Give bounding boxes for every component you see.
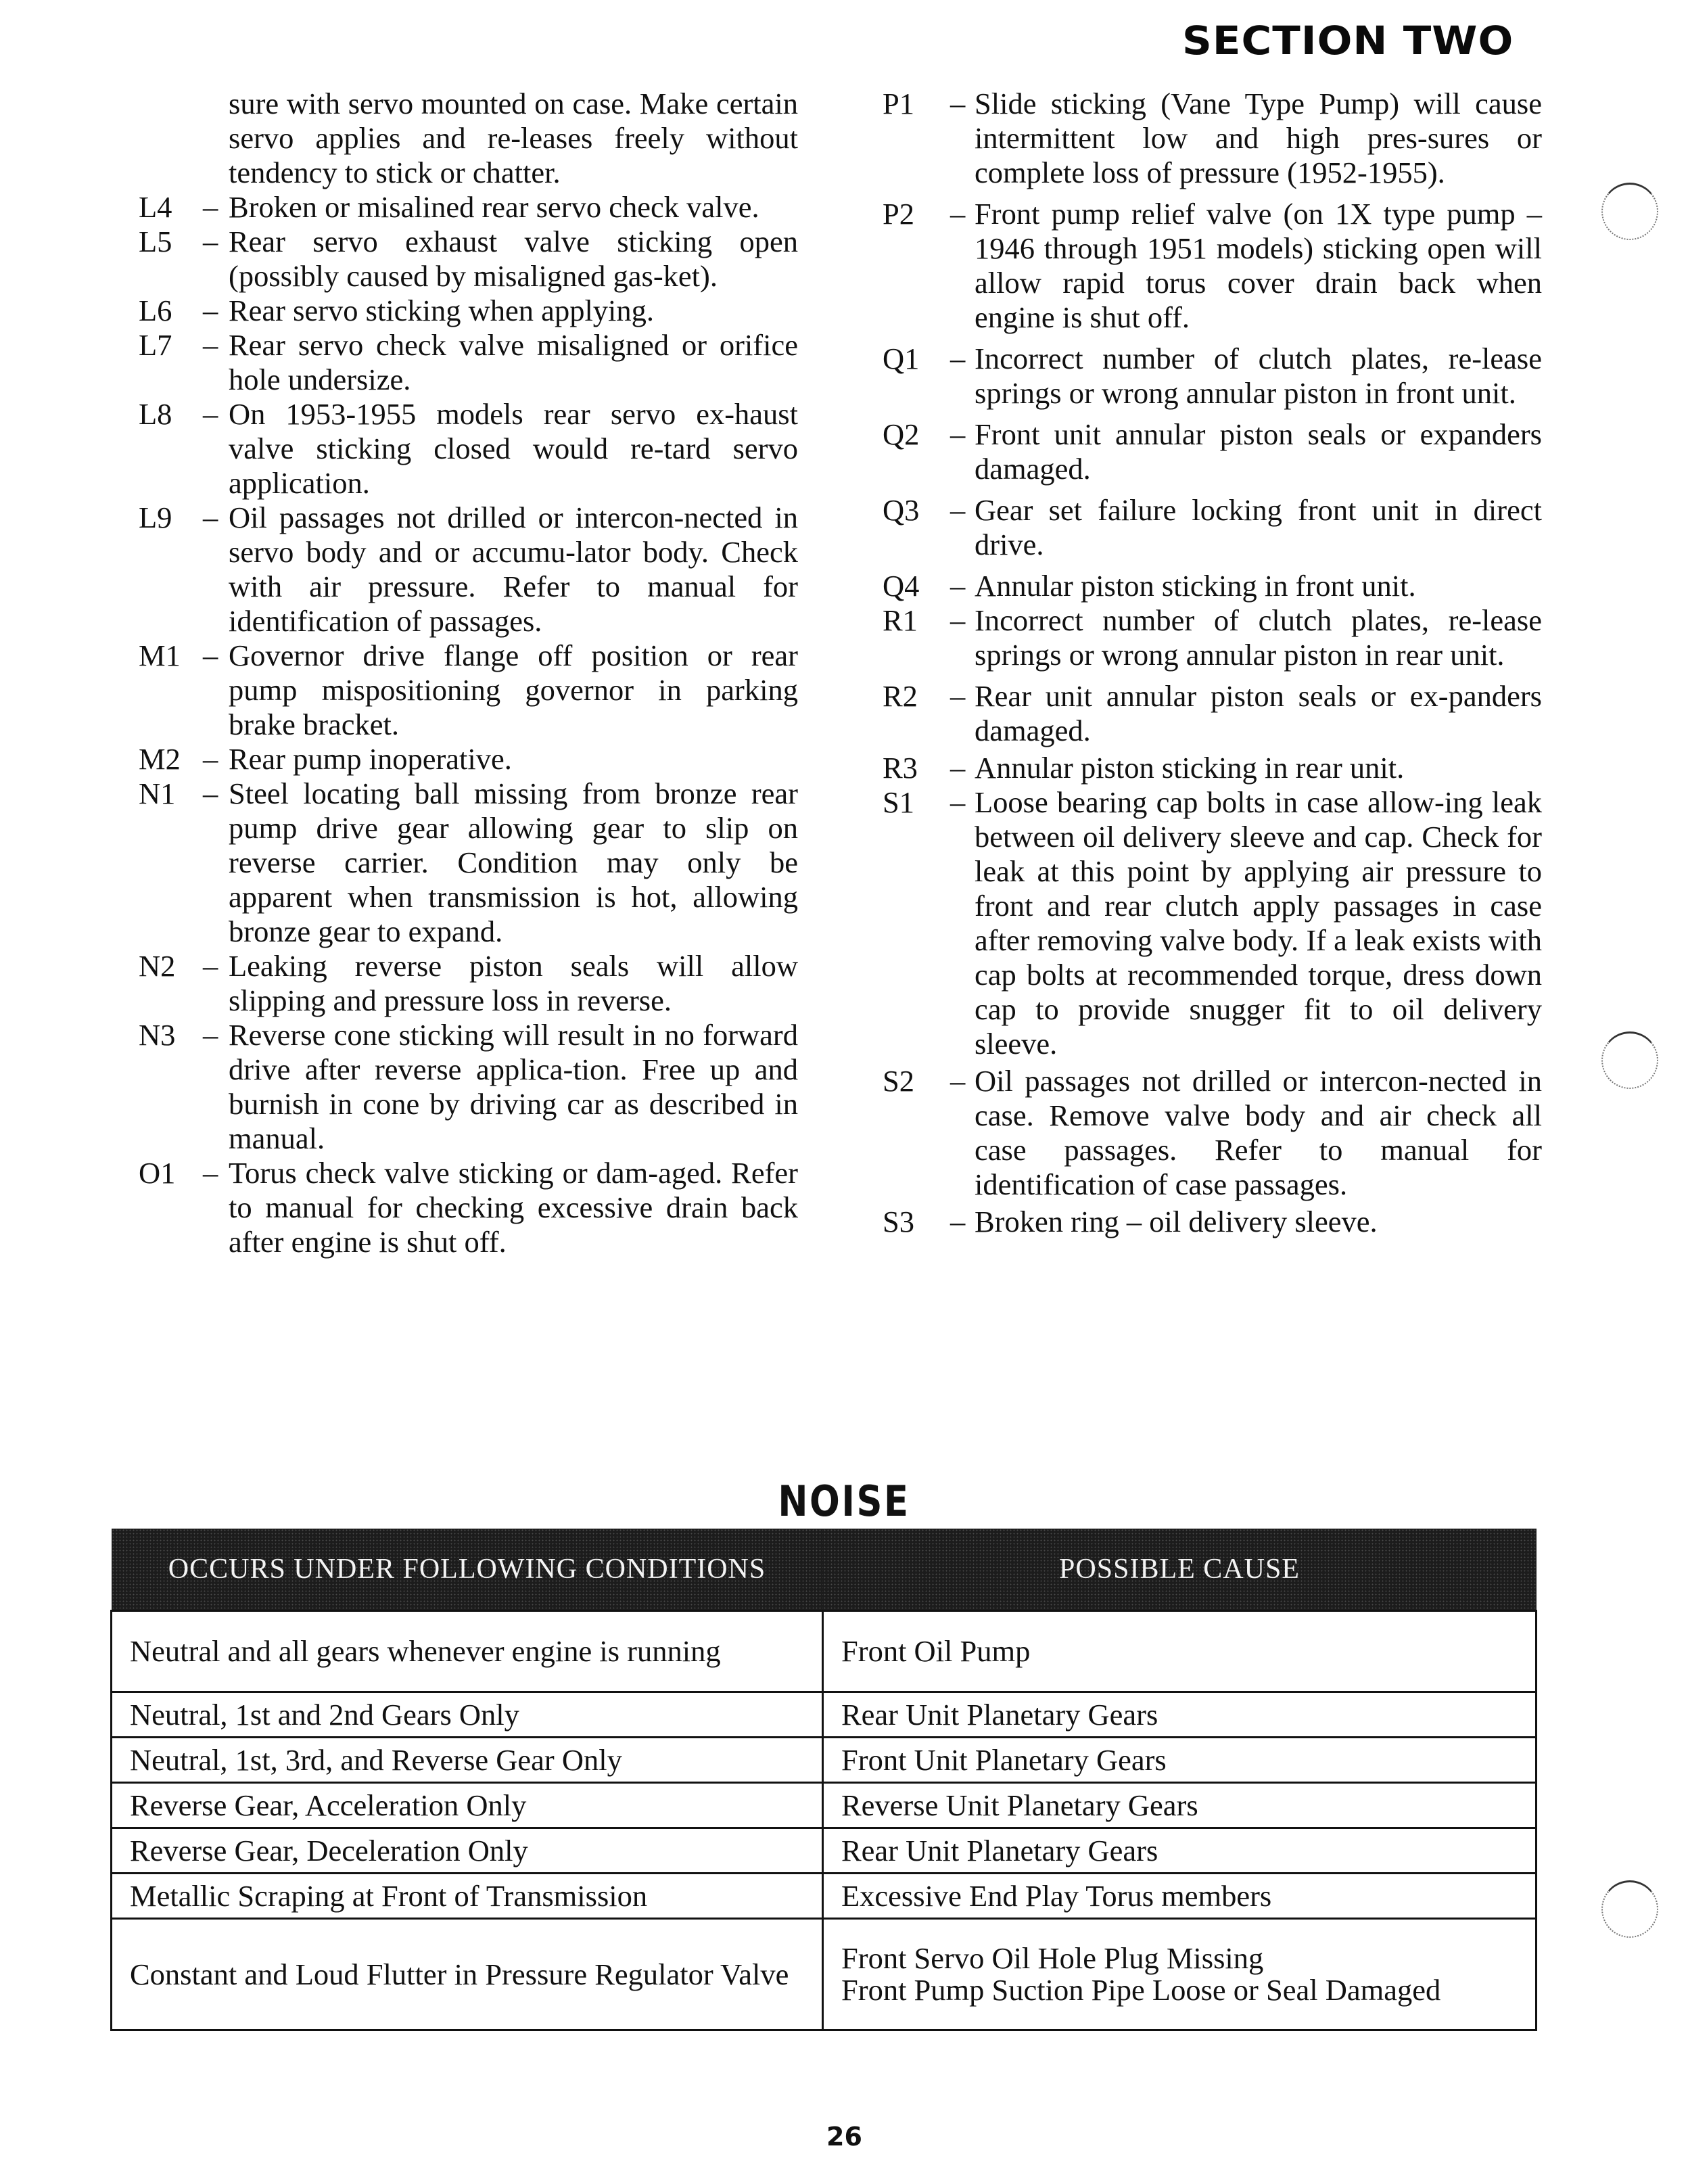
list-item [883, 417, 1542, 486]
entry-dash: – [203, 501, 218, 534]
entry-dash: – [203, 328, 218, 362]
entry-text: On 1953-1955 models rear servo ex-haust valve sticking closed would re-tard servo application. [229, 397, 798, 500]
entry-dash: – [203, 949, 218, 983]
entry-dash: – [950, 603, 966, 637]
table-row [112, 1692, 1537, 1738]
list-item [883, 342, 1542, 411]
entry-dash: – [203, 776, 218, 810]
entry-code: N1 [139, 776, 176, 810]
entry-code: R3 [883, 751, 918, 785]
list-item [883, 569, 1542, 603]
list-item [883, 1205, 1542, 1239]
list-item [883, 679, 1542, 748]
entry-code: L5 [139, 225, 172, 258]
entry-dash: – [950, 493, 966, 527]
condition-cell: Reverse Gear, Acceleration Only [112, 1783, 823, 1828]
entry-code: M1 [139, 638, 181, 672]
entry-code: L6 [139, 294, 172, 327]
entry-text: Rear servo check valve misaligned or orifice hole undersize. [229, 328, 798, 396]
entry-text: Incorrect number of clutch plates, re-lease springs or wrong annular piston in rear unit. [975, 603, 1542, 672]
cause-line: Front Pump Suction Pipe Loose or Seal Damaged [841, 1973, 1441, 2007]
table-row [112, 1611, 1537, 1692]
entry-dash: – [203, 638, 218, 672]
cause-cell [823, 1919, 1537, 2030]
entry-dash: – [203, 225, 218, 258]
entry-code: Q2 [883, 417, 920, 451]
list-item [139, 1156, 798, 1259]
entry-code: M2 [139, 742, 181, 776]
entry-text: Slide sticking (Vane Type Pump) will cause intermittent low and high pres-sures or complete loss of pressure (1952-1955). [975, 87, 1542, 189]
entry-code: O1 [139, 1156, 176, 1190]
list-item [139, 225, 798, 294]
entry-dash: – [203, 742, 218, 776]
list-item [139, 294, 798, 328]
list-item [139, 949, 798, 1018]
entry-text: Rear unit annular piston seals or ex-panders damaged. [975, 679, 1542, 747]
entry-dash: – [950, 1064, 966, 1098]
list-item [883, 87, 1542, 190]
column-header-cause: POSSIBLE CAUSE [823, 1529, 1537, 1611]
cause-cell: Excessive End Play Torus members [823, 1874, 1537, 1919]
right-column [883, 87, 1542, 1239]
entry-text: Oil passages not drilled or intercon-nected in case. Remove valve body and air check all case passages. Refer to manual for identification of case passages. [975, 1064, 1542, 1201]
list-item [883, 493, 1542, 562]
entry-code: Q3 [883, 493, 920, 527]
table-row [112, 1738, 1537, 1783]
entry-dash: – [203, 1156, 218, 1190]
cause-line: Front Servo Oil Hole Plug Missing [841, 1941, 1264, 1975]
entry-text: Rear servo exhaust valve sticking open (possibly caused by misaligned gas-ket). [229, 225, 798, 293]
list-item [139, 501, 798, 638]
entry-text: Rear pump inoperative. [229, 742, 512, 776]
table-row [112, 1874, 1537, 1919]
entry-code: R2 [883, 679, 918, 713]
entry-code: P1 [883, 87, 914, 120]
left-column [139, 87, 798, 1259]
list-item [883, 197, 1542, 335]
binder-hole-icon [1601, 1031, 1658, 1089]
cause-cell: Front Unit Planetary Gears [823, 1738, 1537, 1783]
list-item [139, 742, 798, 776]
entry-dash: – [950, 785, 966, 819]
table-row [112, 1783, 1537, 1828]
entry-dash: – [203, 294, 218, 327]
list-item [139, 190, 798, 225]
entry-code: N2 [139, 949, 176, 983]
list-item [883, 603, 1542, 672]
noise-section-title: NOISE [778, 1477, 910, 1526]
entry-text: Broken ring – oil delivery sleeve. [975, 1205, 1378, 1238]
entry-text: Annular piston sticking in front unit. [975, 569, 1416, 603]
table-header-row [112, 1529, 1537, 1611]
noise-table [110, 1529, 1537, 2031]
binder-hole-icon [1601, 183, 1658, 240]
entry-text: Torus check valve sticking or dam-aged. Refer to manual for checking excessive drain back after engine is shut off. [229, 1156, 798, 1259]
continued-paragraph: sure with servo mounted on case. Make certain servo applies and re-leases freely without tendency to stick or chatter. [229, 87, 798, 189]
cause-cell: Rear Unit Planetary Gears [823, 1692, 1537, 1738]
condition-cell: Metallic Scraping at Front of Transmission [112, 1874, 823, 1919]
entry-dash: – [950, 87, 966, 120]
entry-code: L7 [139, 328, 172, 362]
entry-dash: – [950, 197, 966, 231]
list-item [139, 1018, 798, 1156]
entry-text: Front pump relief valve (on 1X type pump – 1946 through 1951 models) sticking open will allow rapid torus cover drain back when engine is shut off. [975, 197, 1542, 334]
condition-cell: Constant and Loud Flutter in Pressure Regulator Valve [112, 1919, 823, 2030]
entry-dash: – [950, 569, 966, 603]
entry-text: Governor drive flange off position or rear pump mispositioning governor in parking brake bracket. [229, 638, 798, 741]
entry-dash: – [203, 1018, 218, 1052]
condition-cell: Neutral, 1st and 2nd Gears Only [112, 1692, 823, 1738]
entry-text: Leaking reverse piston seals will allow slipping and pressure loss in reverse. [229, 949, 798, 1017]
entry-dash: – [950, 751, 966, 785]
cause-cell: Rear Unit Planetary Gears [823, 1828, 1537, 1874]
entry-text: Gear set failure locking front unit in direct drive. [975, 493, 1542, 561]
entry-dash: – [950, 417, 966, 451]
condition-cell: Neutral, 1st, 3rd, and Reverse Gear Only [112, 1738, 823, 1783]
condition-cell: Neutral and all gears whenever engine is running [112, 1611, 823, 1692]
entry-dash: – [950, 1205, 966, 1238]
page-number: 26 [826, 2122, 862, 2152]
entry-text: Incorrect number of clutch plates, re-lease springs or wrong annular piston in front unit. [975, 342, 1542, 410]
entry-code: R1 [883, 603, 918, 637]
condition-cell: Reverse Gear, Deceleration Only [112, 1828, 823, 1874]
cause-cell: Front Oil Pump [823, 1611, 1537, 1692]
entry-code: L8 [139, 397, 172, 431]
entry-code: P2 [883, 197, 914, 231]
column-header-conditions: OCCURS UNDER FOLLOWING CONDITIONS [112, 1529, 823, 1611]
entry-text: Oil passages not drilled or intercon-nected in servo body and or accumu-lator body. Check with air pressure. Refer to manual for identification of passages. [229, 501, 798, 638]
list-item [139, 776, 798, 949]
entry-code: N3 [139, 1018, 176, 1052]
entry-code: L9 [139, 501, 172, 534]
entry-code: Q1 [883, 342, 920, 375]
entry-code: L4 [139, 190, 172, 224]
list-item [139, 328, 798, 397]
entry-code: S2 [883, 1064, 914, 1098]
list-item [883, 785, 1542, 1061]
table-row [112, 1828, 1537, 1874]
entry-text: Steel locating ball missing from bronze rear pump drive gear allowing gear to slip on reverse carrier. Condition may only be apparent when transmission is hot, allowing bronze gear to expand. [229, 776, 798, 948]
entry-text: Loose bearing cap bolts in case allow-ing leak between oil delivery sleeve and cap. Check for leak at this point by applying air pressure to front and rear clutch apply passages in case after removing valve body. If a leak exists with cap bolts at recommended torque, dress down cap to provide snugger fit to oil delivery sleeve. [975, 785, 1542, 1061]
section-title: SECTION TWO [1182, 18, 1514, 64]
entry-dash: – [950, 679, 966, 713]
cause-cell: Reverse Unit Planetary Gears [823, 1783, 1537, 1828]
entry-text: Reverse cone sticking will result in no forward drive after reverse applica-tion. Free up and burnish in cone by driving car as described in manual. [229, 1018, 798, 1155]
entry-text: Annular piston sticking in rear unit. [975, 751, 1405, 785]
entry-dash: – [203, 190, 218, 224]
list-item [139, 397, 798, 501]
entry-text: Broken or misalined rear servo check valve. [229, 190, 759, 224]
table-row [112, 1919, 1537, 2030]
list-item [883, 751, 1542, 785]
entry-code: S3 [883, 1205, 914, 1238]
list-item [139, 638, 798, 742]
entry-text: Front unit annular piston seals or expanders damaged. [975, 417, 1542, 486]
entry-dash: – [950, 342, 966, 375]
entry-dash: – [203, 397, 218, 431]
entry-text: Rear servo sticking when applying. [229, 294, 655, 327]
entry-code: S1 [883, 785, 914, 819]
binder-hole-icon [1601, 1880, 1658, 1938]
list-item [883, 1064, 1542, 1202]
entry-code: Q4 [883, 569, 920, 603]
